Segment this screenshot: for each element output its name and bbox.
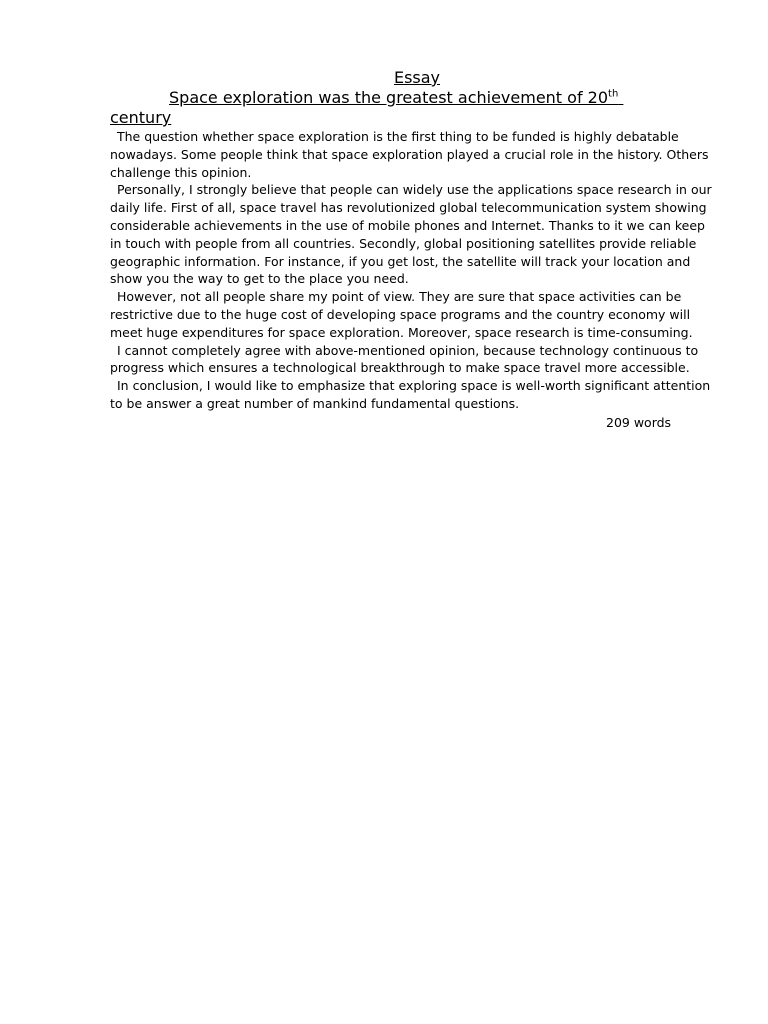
title-main: Space exploration was the greatest achievement of 20: [169, 88, 609, 107]
paragraph-argument: Personally, I strongly believe that people can widely use the applications space research in our daily life. First of all, space travel has revolutionized global telecommunication system showing considerable achievements in the use of mobile phones and Internet. Thanks to it we can keep in touch with people from all countries. Secondly, global positioning satellites provide reliable geographic information. For instance, if you get lost, the satellite will track your location and show you the way to get to the place you need.: [110, 182, 712, 287]
word-count: 209 words: [606, 415, 672, 430]
essay-body: [110, 128, 720, 413]
paragraph-rebuttal: I cannot completely agree with above-mentioned opinion, because technology continuous to progress which ensures a technological breakthrough to make space travel more accessible.: [110, 342, 699, 376]
document-page: [110, 68, 720, 413]
title-continuation: century: [110, 108, 172, 127]
paragraph-conclusion: In conclusion, I would like to emphasize that exploring space is well-worth significant attention to be answer a great number of mankind fundamental questions.: [110, 378, 711, 411]
essay-title: [110, 88, 720, 128]
title-superscript: th: [608, 88, 619, 100]
essay-label: Essay: [393, 68, 441, 87]
paragraph-intro: The question whether space exploration is the first thing to be funded is highly debatable nowadays. Some people think that space exploration played a crucial role in the history. Others challenge this opinion.: [110, 129, 709, 180]
paragraph-counterpoint: However, not all people share my point of view. They are sure that space activities can be restrictive due to the huge cost of developing space programs and the country economy will meet huge expenditures for space exploration. Moreover, space research is time-consuming.: [110, 289, 693, 340]
